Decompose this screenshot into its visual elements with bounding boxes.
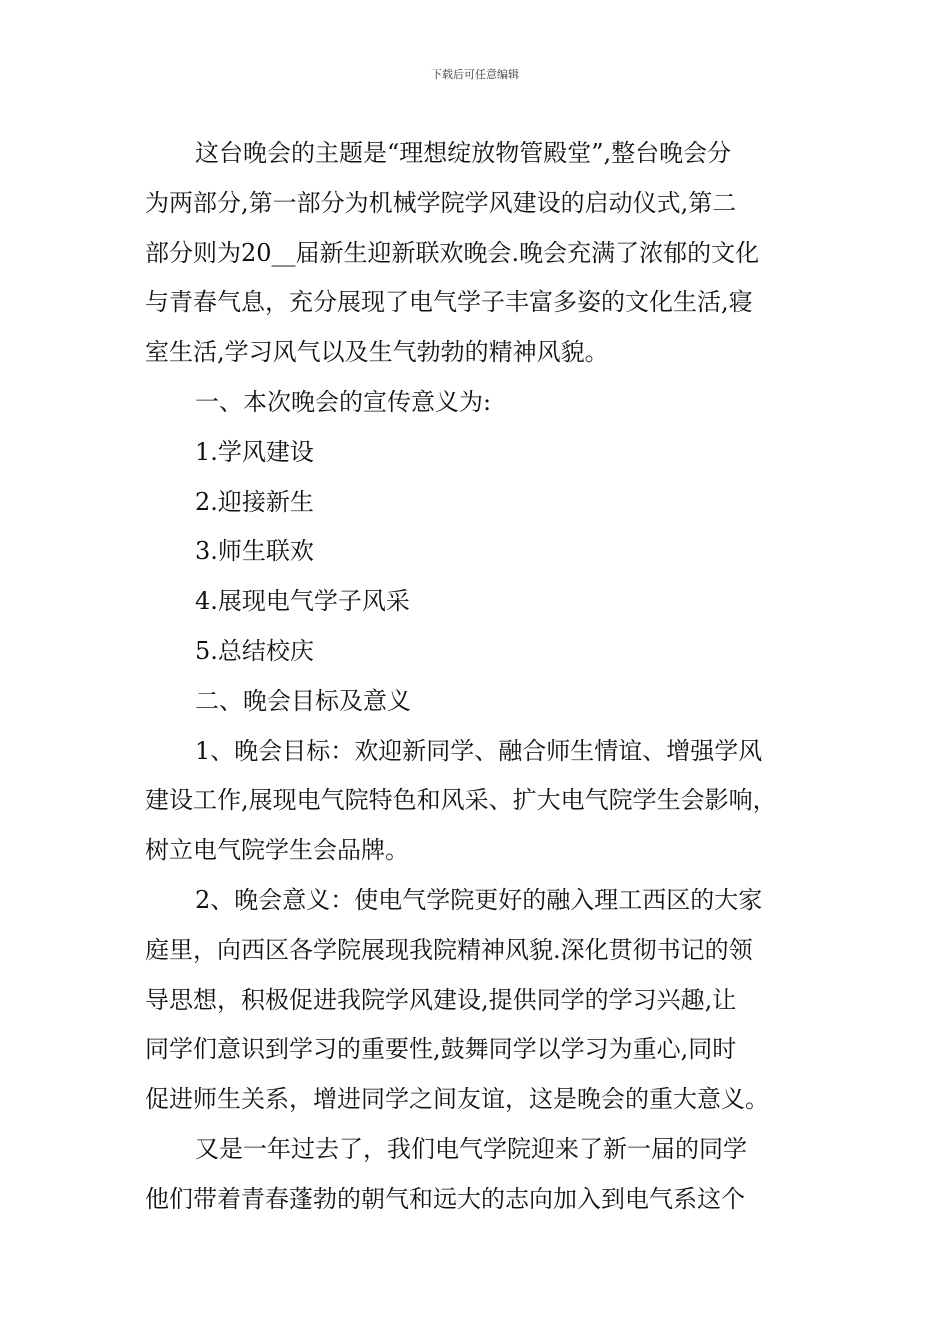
document-body bbox=[145, 129, 810, 1225]
list-item: 3.师生联欢 bbox=[195, 537, 314, 566]
text-line: 促进师生关系，增进同学之间友谊，这是晚会的重大意义。 bbox=[145, 1085, 769, 1114]
page-header: 下载后可任意编辑 bbox=[431, 68, 519, 81]
text-line: 他们带着青春蓬勃的朝气和远大的志向加入到电气系这个 bbox=[145, 1184, 745, 1213]
text-line: 室生活,学习风气以及生气勃勃的精神风貌。 bbox=[145, 338, 609, 367]
text-line: 庭里，向西区各学院展现我院精神风貌.深化贯彻书记的领 bbox=[145, 935, 753, 964]
text-line: 部分则为20__届新生迎新联欢晚会.晚会充满了浓郁的文化 bbox=[145, 238, 760, 267]
list-item: 4.展现电气学子风采 bbox=[195, 587, 410, 616]
text-line: 为两部分,第一部分为机械学院学风建设的启动仪式,第二 bbox=[145, 188, 737, 217]
text-line: 建设工作,展现电气院特色和风采、扩大电气院学生会影响， bbox=[145, 786, 777, 815]
text-line: 2、晚会意义：使电气学院更好的融入理工西区的大家 bbox=[195, 885, 763, 914]
list-item: 5.总结校庆 bbox=[195, 636, 314, 665]
text-line: 1、晚会目标：欢迎新同学、融合师生情谊、增强学风 bbox=[195, 736, 763, 765]
section-heading: 二、晚会目标及意义 bbox=[195, 686, 411, 715]
text-line: 树立电气院学生会品牌。 bbox=[145, 836, 409, 865]
list-item: 2.迎接新生 bbox=[195, 487, 314, 516]
text-line: 又是一年过去了，我们电气学院迎来了新一届的同学 bbox=[195, 1134, 747, 1163]
text-line: 这台晚会的主题是“理想绽放物管殿堂”,整台晚会分 bbox=[195, 139, 732, 167]
text-line: 同学们意识到学习的重要性,鼓舞同学以学习为重心,同时 bbox=[145, 1035, 737, 1064]
section-heading: 一、本次晚会的宣传意义为: bbox=[195, 387, 492, 416]
text-line: 导思想，积极促进我院学风建设,提供同学的学习兴趣,让 bbox=[145, 985, 737, 1014]
list-item: 1.学风建设 bbox=[195, 437, 314, 466]
text-line: 与青春气息，充分展现了电气学子丰富多姿的文化生活,寝 bbox=[145, 288, 753, 317]
